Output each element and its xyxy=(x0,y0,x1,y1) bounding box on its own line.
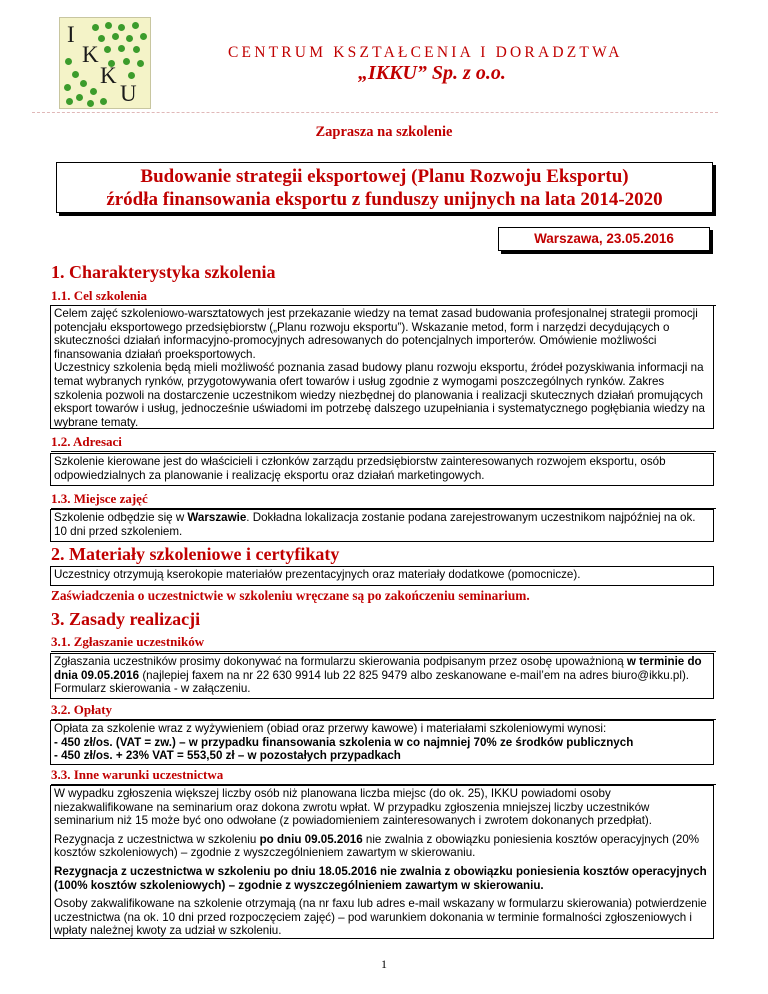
resignation-text-a: Rezygnacja z uczestnictwa w szkoleniu xyxy=(54,832,260,846)
section-1-3-heading: 1.3. Miejsce zajęć xyxy=(51,491,716,509)
conditions-paragraph-1: W wypadku zgłoszenia większej liczby osób niż planowana liczba miejsc (do ok. 25), IKKU powiadomi osoby niezakwalifikowane na seminarium oraz dokona zwrotu wpłat. W przypadku zgłoszenia mniejszej liczby uczestników seminarium niż 15 może być ono odwołane (z powiadomieniem zainteresowanych i zwrotem dokonanych przedpłat). xyxy=(54,787,653,828)
section-3-3-heading: 3.3. Inne warunki uczestnictwa xyxy=(51,767,716,785)
fee-intro: Opłata za szkolenie wraz z wyżywieniem (obiad oraz przerwy kawowe) i materiałami szkoleniowymi wynosi: xyxy=(54,722,607,735)
section-3-1-body xyxy=(50,653,714,699)
materials-text: Uczestnicy otrzymują kserokopie materiałów prezentacyjnych oraz materiały dodatkowe (pomocnicze). xyxy=(54,568,581,581)
page-number: 1 xyxy=(381,957,387,971)
section-1-2-body xyxy=(50,453,714,486)
ikku-logo-icon xyxy=(59,17,151,109)
conditions-paragraph-3: Rezygnacja z uczestnictwa w szkoleniu po dniu 18.05.2016 nie zwalnia z obowiązku poniesienia kosztów operacyjnych (100% kosztów szkoleniowych) – zgodnie z wyszczególnieniem zawartym w skierowaniu. xyxy=(54,864,707,892)
registration-deadline: w terminie do dnia 09.05.2016 xyxy=(54,655,702,682)
section-2-body xyxy=(50,566,714,586)
registration-text-a: Zgłaszania uczestników prosimy dokonywać na formularzu skierowania podpisanym przez osobę upoważnioną xyxy=(54,655,627,668)
location-city: Warszawie xyxy=(187,511,247,524)
fee-line-2: - 450 zł/os. + 23% VAT = 553,50 zł – w pozostałych przypadkach xyxy=(54,749,401,763)
location-text-b: . Dokładna lokalizacja zostanie podana zarejestrowanym uczestnikom najpóźniej na ok. 10 dni przed szkoleniem. xyxy=(54,511,696,538)
section-1-1-heading: 1.1. Cel szkolenia xyxy=(51,288,716,306)
resignation-text-b: nie zwalnia z obowiązku poniesienia kosztów operacyjnych (20% kosztów szkoleniowych) – zgodnie z wyszczególnieniem zawartym w skierowaniu. xyxy=(54,832,700,860)
goal-paragraph-2: Uczestnicy szkolenia będą mieli możliwość poznania zasad budowy planu rozwoju eksportu, źródeł pozyskiwania informacji na temat wybranych rynków, przygotowywania ofert towarów i usług zgodnie z wymogami poszczególnych rynków. Zakres szkolenia pozwoli na dostarczenie uczestnikom wiedzy niezbędnej do planowania i realizacji skutecznych działań promujących eksport towarów i usług, jednocześnie uświadomi im potrzebę dalszego uzupełniania i systematycznego pogłębiania wiedzy na wybrane tematy. xyxy=(54,361,705,429)
section-1-heading: 1. Charakterystyka szkolenia xyxy=(51,262,276,282)
audience-text: Szkolenie kierowane jest do właścicieli i członków zarządu przedsiębiorstw zainteresowanych rozwojem eksportu, osób odpowiedzialnych za planowanie i realizację eksportu oraz działań marketingowych. xyxy=(54,455,666,482)
header-divider xyxy=(32,112,718,113)
section-1-1-body xyxy=(50,305,714,429)
organization-subtitle: „IKKU” Sp. z o.o. xyxy=(358,62,506,84)
section-3-3-body xyxy=(50,785,714,939)
section-3-2-heading: 3.2. Opłaty xyxy=(51,702,716,720)
conditions-paragraph-2 xyxy=(54,833,710,860)
logo-letter: I xyxy=(67,22,75,47)
training-date: Warszawa, 23.05.2016 xyxy=(498,227,710,251)
conditions-paragraph-4: Osoby zakwalifikowane na szkolenie otrzymają (na nr faxu lub adres e-mail wskazany w formularzu skierowania) potwierdzenie uczestnictwa (na ok. 10 dni przed rozpoczęciem zajęć) – pod warunkiem dokonania w terminie formalności zgłoszeniowych i wpłaty należnej kwoty za udział w szkoleniu. xyxy=(54,897,707,938)
logo-letter: K xyxy=(100,63,117,88)
section-1-3-body xyxy=(50,509,714,542)
section-3-2-body xyxy=(50,720,714,765)
logo-letter: K xyxy=(82,42,99,67)
location-text xyxy=(54,511,710,538)
section-3-1-heading: 3.1. Zgłaszanie uczestników xyxy=(51,634,716,652)
resignation-date: po dniu 09.05.2016 xyxy=(259,832,363,846)
section-1-2-heading: 1.2. Adresaci xyxy=(51,434,716,452)
invitation-text: Zaprasza na szkolenie xyxy=(315,124,453,140)
section-3-heading: 3. Zasady realizacji xyxy=(51,609,201,629)
fee-line-1: - 450 zł/os. (VAT = zw.) – w przypadku finansowania szkolenia w co najmniej 70% ze środków publicznych xyxy=(54,735,634,749)
section-2-heading: 2. Materiały szkoleniowe i certyfikaty xyxy=(51,544,340,564)
training-title-line-2: źródła finansowania eksportu z funduszy unijnych na lata 2014-2020 xyxy=(106,189,663,210)
training-title-line-1: Budowanie strategii eksportowej (Planu Rozwoju Eksportu) xyxy=(140,166,629,187)
goal-paragraph-1: Celem zajęć szkoleniowo-warsztatowych jest przekazanie wiedzy na temat zasad budowania profesjonalnej strategii promocji potencjału eksportowego przedsiębiorstw („Planu rozwoju eksportu”). Wskazanie metod, form i narzędzi decydujących o skuteczności działań informacyjno-promocyjnych adresowanych do potencjalnych importerów. Omówienie możliwości finansowania działań proeksportowych. xyxy=(54,307,698,361)
logo-letter: U xyxy=(120,81,137,106)
certificate-note: Zaświadczenia o uczestnictwie w szkoleniu wręczane są po zakończeniu seminarium. xyxy=(51,588,530,603)
organization-name: CENTRUM KSZTAŁCENIA I DORADZTWA xyxy=(228,44,623,61)
training-title-box xyxy=(56,162,713,213)
registration-text-b: (najlepiej faxem na nr 22 630 9914 lub 22 825 9479 albo zeskanowane e-mail’em na adres biuro@ikku.pl). Formularz skierowania - w załączeniu. xyxy=(54,668,690,696)
registration-text xyxy=(54,655,710,696)
location-text-a: Szkolenie odbędzie się w xyxy=(54,511,188,524)
